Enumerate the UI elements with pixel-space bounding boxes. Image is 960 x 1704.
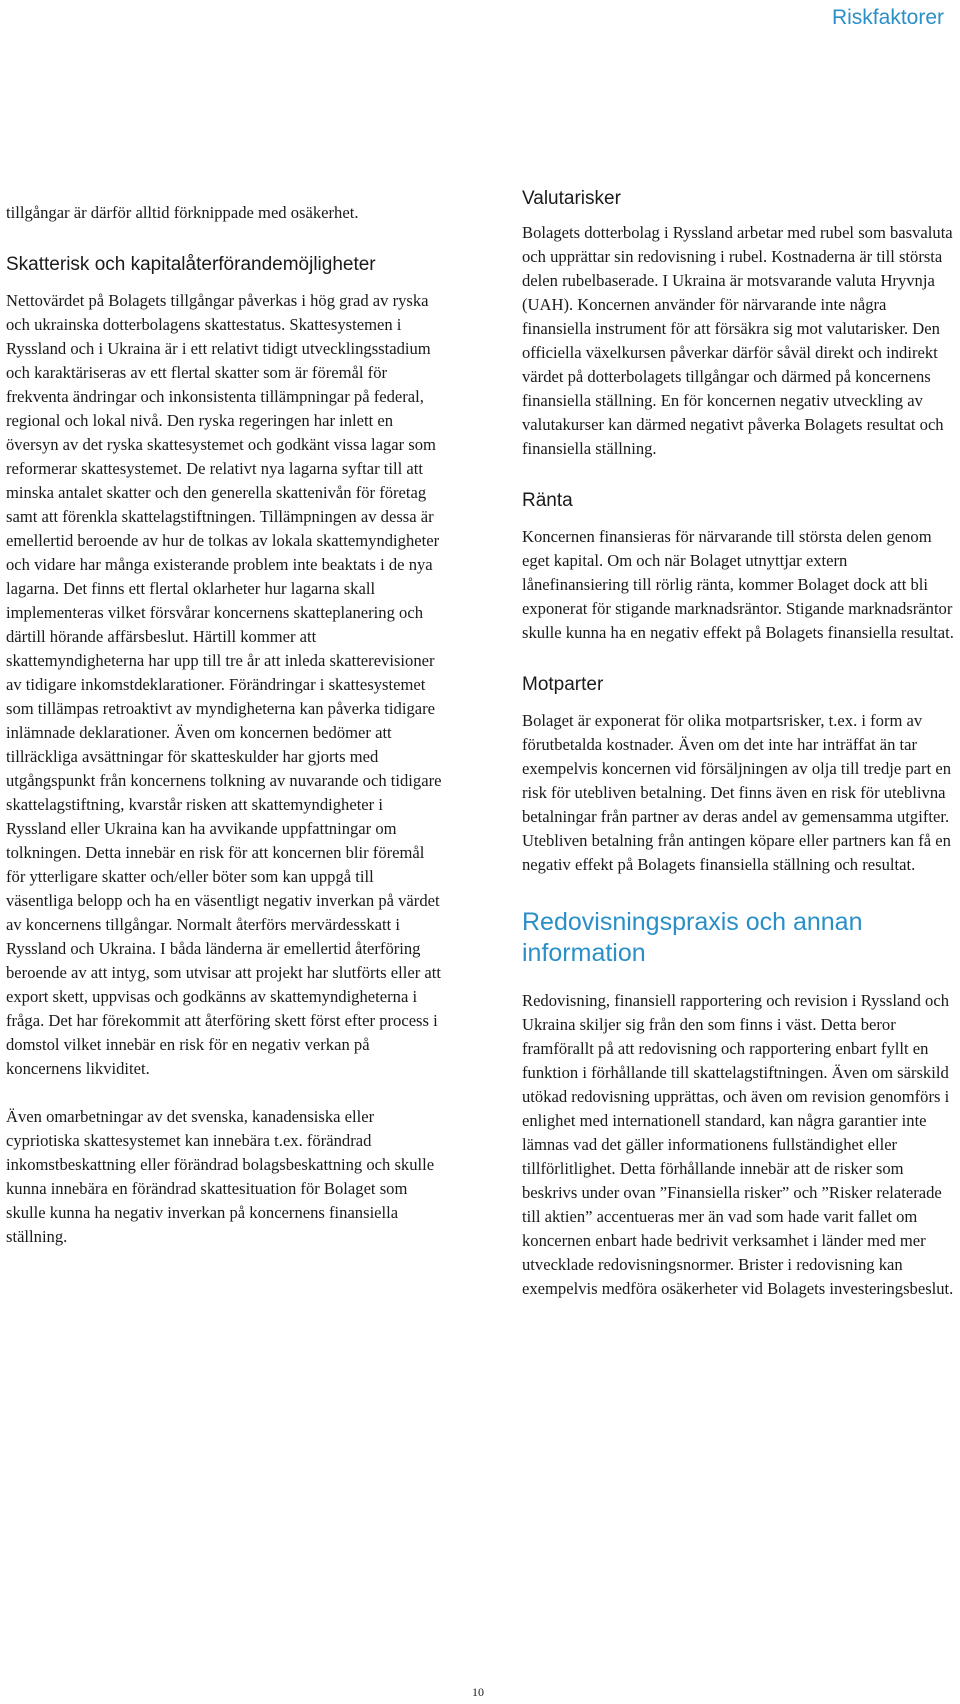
- left-column: [6, 201, 444, 1249]
- heading-accounting-practice: Redovisningspraxis och annan information: [522, 908, 863, 967]
- intro-text: tillgångar är därför alltid förknippade med osäkerhet.: [6, 203, 359, 222]
- right-column: [522, 188, 958, 1301]
- heading-counterparties: Motparter: [522, 674, 604, 695]
- accounting-paragraph: Redovisning, finansiell rapportering och revision i Ryssland och Ukraina skiljer sig från den som finns i väst. Detta beror framförallt på att redovisning och rapportering enbart fyllt en funktion i förhållande till skattelagstiftningen. Även om särskild utökad redovisning upprättas, och även om revision genomförs i enlighet med internationell standard, kan några garantier inte lämnas vad det gäller informationens fullständighet eller tillförlitlighet. Detta förhållande innebär att de risker som beskrivs under ovan ”Finansiella risker” och ”Risker relaterade till aktien” accentueras mer än vad som hade varit fallet om koncernen enbart hade bedrivit verksamhet i länder med mer utvecklade redovisningsnormer. Brister i redovisning kan exempelvis medföra osäkerheter vid Bolagets investeringsbeslut.: [522, 991, 954, 1298]
- tax-paragraph-2: Även omarbetningar av det svenska, kanadensiska eller cypriotiska skattesystemet kan innebära t.ex. förändrad inkomstbeskattning eller förändrad bolagsbeskattning och skulle kunna innebära en förändrad skattesituation för Bolaget som skulle kunna ha negativ inverkan på koncernens finansiella ställning.: [6, 1107, 435, 1246]
- heading-interest: Ränta: [522, 490, 573, 511]
- heading-tax-risk: Skatterisk och kapitalåterförandemöjligheter: [6, 254, 376, 275]
- counterparties-paragraph: Bolaget är exponerat för olika motpartsrisker, t.ex. i form av förutbetalda kostnader. Även om det inte har inträffat än tar exempelvis koncernen vid försäljningen av olja till tredje part en risk för utebliven betalning. Det finns även en risk för uteblivna betalningar från partner av deras andel av gemensamma utgifter. Utebliven betalning från antingen köpare eller partners kan få en negativ effekt på Bolagets finansiella ställning och resultat.: [522, 711, 951, 874]
- currency-paragraph: Bolagets dotterbolag i Ryssland arbetar med rubel som basvaluta och upprättar sin redovisning i rubel. Kostnaderna är till största delen rubelbaserade. I Ukraina är motsvarande valuta Hryvnja (UAH). Koncernen använder för närvarande inte några finansiella instrument för att försäkra sig mot valutarisker. Den officiella växelkursen påverkar därför såväl direkt och indirekt värdet på dotterbolagets tillgångar och därmed på koncernens finansiella ställning. En för koncernen negativ utveckling av valutakurser kan därmed negativt påverka Bolagets resultat och finansiella ställning.: [522, 223, 953, 458]
- heading-currency-risk: Valutarisker: [522, 188, 621, 209]
- page-header-title: Riskfaktorer: [831, 6, 944, 29]
- interest-paragraph: Koncernen finansieras för närvarande till största delen genom eget kapital. Om och när Bolaget utnyttjar extern lånefinansiering till rörlig ränta, kommer Bolaget dock att bli exponerat för stigande marknadsräntor. Stigande marknadsräntor skulle kunna ha en negativ effekt på Bolagets finansiella resultat.: [522, 527, 954, 642]
- page-number: 10: [472, 1685, 484, 1699]
- tax-paragraph: Nettovärdet på Bolagets tillgångar påverkas i hög grad av ryska och ukrainska dotterbolagens skattestatus. Skattesystemen i Ryssland och i Ukraina är i ett relativt tidigt utvecklingsstadium och karaktäriseras av ett flertal skatter som är föremål för frekventa ändringar och inkonsistenta tillämpningar på federal, regional och lokal nivå. Den ryska regeringen har inlett en översyn av det ryska skattesystemet och godkänt vissa lagar som reformerar skattesystemet. De relativt nya lagarna syftar till att minska antalet skatter och den generella skattenivån för företag samt att förenkla skattelagstiftningen. Tillämpningen av dessa är emellertid beroende av hur de tolkas av lokala skattemyndigheter och vidare har många existerande problem inte beaktats i de nya lagarna. Det finns ett flertal oklarheter hur lagarna skall implementeras vilket försvårar koncernens skatteplanering och därtill hörande affärsbeslut. Härtill kommer att skattemyndigheterna har upp till tre år att inleda skatterevisioner av tidigare inkomstdeklarationer. Förändringar i skattesystemet som tillämpas retroaktivt av myndigheterna kan påverka tidigare inlämnade deklarationer. Även om koncernen bedömer att tillräckliga avsättningar för skatteskulder har gjorts med utgångspunkt från koncernens tolkning av nuvarande och tidigare skattelagstiftning, kvarstår risken att skattemyndigheter i Ryssland eller Ukraina kan ha avvikande uppfattningar om tolkningen. Detta innebär en risk för att koncernen blir föremål för ytterligare skatter och/eller böter som kan uppgå till väsentliga belopp och ha en väsentligt negativ inverkan på värdet av koncernens tillgångar. Normalt återförs mervärdesskatt i Ryssland och Ukraina. I båda länderna är emellertid återföring beroende av att intyg, som utvisar att projekt har slutförts eller att export skett, uppvisas och godkänns av skattemyndigheterna i fråga. Det har förekommit att återföring skett först efter process i domstol vilket innebär en risk för en negativ verkan på koncernens likviditet.: [6, 291, 442, 1078]
